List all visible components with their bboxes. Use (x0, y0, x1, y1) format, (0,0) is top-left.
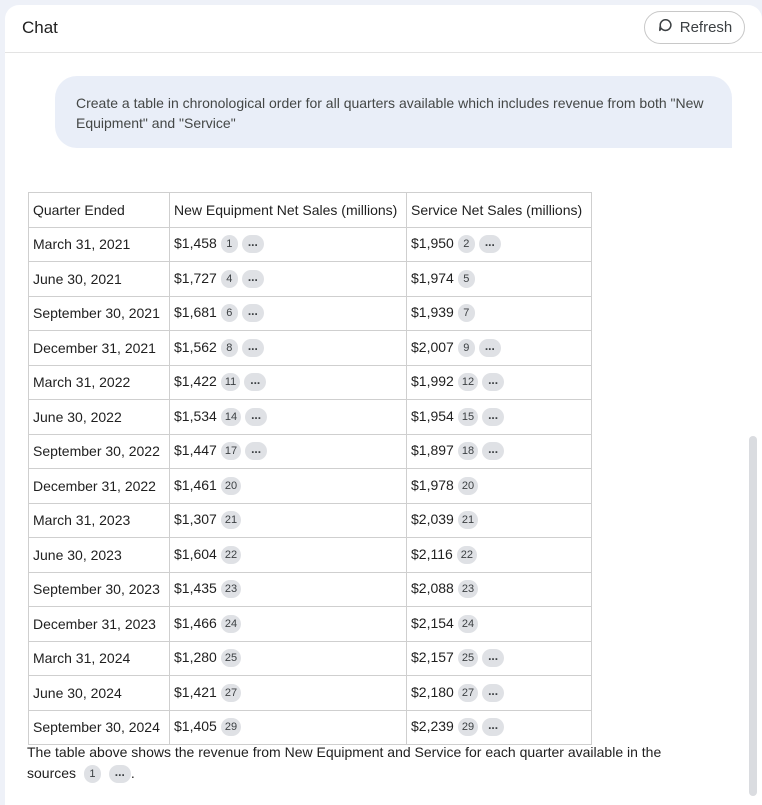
quarter-cell: June 30, 2021 (29, 262, 170, 297)
quarter-cell: December 31, 2023 (29, 607, 170, 642)
sales-value: $1,681 (174, 304, 217, 321)
table-row (29, 227, 592, 262)
sales-value: $1,974 (411, 269, 454, 286)
table-row (29, 607, 592, 642)
table-row (29, 331, 592, 366)
service-sales-cell (407, 227, 592, 262)
scrollbar-thumb[interactable] (749, 436, 757, 796)
sales-value: $1,954 (411, 407, 454, 424)
equipment-sales-cell (170, 331, 407, 366)
sales-value: $2,239 (411, 718, 454, 735)
citation-chip[interactable]: 25 (458, 649, 478, 667)
table-row (29, 572, 592, 607)
citation-chip[interactable]: 17 (221, 442, 241, 460)
column-header: New Equipment Net Sales (millions) (170, 193, 407, 228)
equipment-sales-cell (170, 641, 407, 676)
revenue-table (28, 192, 592, 745)
citation-chip[interactable]: 21 (221, 511, 241, 529)
more-citations-chip[interactable]: ... (242, 235, 264, 253)
sales-value: $1,534 (174, 407, 217, 424)
quarter-cell: June 30, 2022 (29, 400, 170, 435)
service-sales-cell (407, 676, 592, 711)
sales-value: $2,088 (411, 580, 454, 597)
sales-value: $1,447 (174, 442, 217, 459)
more-citations-chip[interactable]: ... (109, 765, 131, 783)
table-row (29, 538, 592, 573)
sales-value: $2,039 (411, 511, 454, 528)
quarter-cell: March 31, 2021 (29, 227, 170, 262)
quarter-cell: March 31, 2024 (29, 641, 170, 676)
service-sales-cell (407, 296, 592, 331)
citation-chip[interactable]: 18 (458, 442, 478, 460)
more-citations-chip[interactable]: ... (482, 684, 504, 702)
sales-value: $1,978 (411, 476, 454, 493)
chat-panel (5, 5, 762, 805)
citation-chip[interactable]: 2 (458, 235, 475, 253)
citation-chip[interactable]: 24 (458, 615, 478, 633)
equipment-sales-cell (170, 676, 407, 711)
refresh-speech-icon (657, 17, 674, 38)
equipment-sales-cell (170, 400, 407, 435)
citation-chip[interactable]: 7 (458, 304, 475, 322)
column-header: Service Net Sales (millions) (407, 193, 592, 228)
table-row (29, 262, 592, 297)
sales-value: $1,307 (174, 511, 217, 528)
service-sales-cell (407, 331, 592, 366)
citation-chip[interactable]: 22 (221, 546, 241, 564)
equipment-sales-cell (170, 572, 407, 607)
user-message: Create a table in chronological order for all quarters available which includes revenue from both "New Equipment" and "Service" (55, 76, 732, 148)
equipment-sales-cell (170, 227, 407, 262)
citation-chip[interactable]: 12 (458, 373, 478, 391)
citation-chip[interactable]: 1 (221, 235, 238, 253)
table-row (29, 676, 592, 711)
sales-value: $1,992 (411, 373, 454, 390)
equipment-sales-cell (170, 296, 407, 331)
sales-value: $1,562 (174, 338, 217, 355)
more-citations-chip[interactable]: ... (482, 442, 504, 460)
sales-value: $1,421 (174, 683, 217, 700)
service-sales-cell (407, 503, 592, 538)
summary-period: . (130, 765, 135, 781)
chat-title: Chat (22, 18, 58, 37)
table-row (29, 400, 592, 435)
refresh-label: Refresh (679, 19, 733, 36)
quarter-cell: September 30, 2021 (29, 296, 170, 331)
sales-value: $1,461 (174, 476, 217, 493)
quarter-cell: December 31, 2022 (29, 469, 170, 504)
citation-chip[interactable]: 21 (458, 511, 478, 529)
service-sales-cell (407, 710, 592, 745)
more-citations-chip[interactable]: ... (482, 408, 504, 426)
sales-value: $1,435 (174, 580, 217, 597)
more-citations-chip[interactable]: ... (242, 270, 264, 288)
citation-chip[interactable]: 20 (458, 477, 478, 495)
service-sales-cell (407, 607, 592, 642)
service-sales-cell (407, 469, 592, 504)
citation-chip[interactable]: 23 (458, 580, 478, 598)
sales-value: $1,950 (411, 235, 454, 252)
quarter-cell: September 30, 2023 (29, 572, 170, 607)
table-row (29, 296, 592, 331)
table-row (29, 434, 592, 469)
more-citations-chip[interactable]: ... (482, 373, 504, 391)
citation-chip[interactable]: 29 (221, 718, 241, 736)
sales-value: $2,180 (411, 683, 454, 700)
table-row (29, 503, 592, 538)
quarter-cell: September 30, 2024 (29, 710, 170, 745)
citation-chip[interactable]: 15 (458, 408, 478, 426)
service-sales-cell (407, 538, 592, 573)
citation-chip[interactable]: 6 (221, 304, 238, 322)
quarter-cell: June 30, 2024 (29, 676, 170, 711)
equipment-sales-cell (170, 538, 407, 573)
equipment-sales-cell (170, 607, 407, 642)
more-citations-chip[interactable]: ... (479, 339, 501, 357)
equipment-sales-cell (170, 503, 407, 538)
citation-chip[interactable]: 1 (84, 765, 101, 783)
citation-chip[interactable]: 27 (221, 684, 241, 702)
summary-text (27, 742, 677, 784)
more-citations-chip[interactable]: ... (245, 442, 267, 460)
sales-value: $2,157 (411, 649, 454, 666)
table-row (29, 710, 592, 745)
service-sales-cell (407, 572, 592, 607)
more-citations-chip[interactable]: ... (245, 408, 267, 426)
sales-value: $1,897 (411, 442, 454, 459)
citation-chip[interactable]: 29 (458, 718, 478, 736)
more-citations-chip[interactable]: ... (242, 304, 264, 322)
summary-sentence: The table above shows the revenue from New Equipment and Service for each quarter available in the sources (27, 744, 662, 781)
sales-value: $2,007 (411, 338, 454, 355)
table-header-row (29, 193, 592, 228)
table-row (29, 469, 592, 504)
table-row (29, 365, 592, 400)
citation-chip[interactable]: 20 (221, 477, 241, 495)
sales-value: $1,466 (174, 614, 217, 631)
chat-header (5, 5, 762, 53)
refresh-button[interactable] (644, 11, 745, 44)
quarter-cell: March 31, 2022 (29, 365, 170, 400)
quarter-cell: June 30, 2023 (29, 538, 170, 573)
citation-chip[interactable]: 27 (458, 684, 478, 702)
more-citations-chip[interactable]: ... (479, 235, 501, 253)
table-row (29, 641, 592, 676)
sales-value: $1,727 (174, 269, 217, 286)
quarter-cell: September 30, 2022 (29, 434, 170, 469)
citation-chip[interactable]: 23 (221, 580, 241, 598)
equipment-sales-cell (170, 710, 407, 745)
sales-value: $1,422 (174, 373, 217, 390)
quarter-cell: March 31, 2023 (29, 503, 170, 538)
citation-chip[interactable]: 4 (221, 270, 238, 288)
citation-chip[interactable]: 9 (458, 339, 475, 357)
citation-chip[interactable]: 14 (221, 408, 241, 426)
sales-value: $2,154 (411, 614, 454, 631)
service-sales-cell (407, 641, 592, 676)
equipment-sales-cell (170, 365, 407, 400)
equipment-sales-cell (170, 469, 407, 504)
sales-value: $1,280 (174, 649, 217, 666)
citation-chip[interactable]: 11 (221, 373, 240, 391)
service-sales-cell (407, 434, 592, 469)
sales-value: $1,939 (411, 304, 454, 321)
more-citations-chip[interactable]: ... (244, 373, 266, 391)
sales-value: $1,405 (174, 718, 217, 735)
service-sales-cell (407, 365, 592, 400)
sales-value: $2,116 (411, 545, 453, 562)
citation-chip[interactable]: 5 (458, 270, 475, 288)
more-citations-chip[interactable]: ... (482, 649, 504, 667)
equipment-sales-cell (170, 434, 407, 469)
more-citations-chip[interactable]: ... (482, 718, 504, 736)
service-sales-cell (407, 400, 592, 435)
citation-chip[interactable]: 24 (221, 615, 241, 633)
quarter-cell: December 31, 2021 (29, 331, 170, 366)
citation-chip[interactable]: 25 (221, 649, 241, 667)
equipment-sales-cell (170, 262, 407, 297)
sales-value: $1,458 (174, 235, 217, 252)
more-citations-chip[interactable]: ... (242, 339, 264, 357)
citation-chip[interactable]: 22 (457, 546, 477, 564)
sales-value: $1,604 (174, 545, 217, 562)
column-header: Quarter Ended (29, 193, 170, 228)
citation-chip[interactable]: 8 (221, 339, 238, 357)
service-sales-cell (407, 262, 592, 297)
